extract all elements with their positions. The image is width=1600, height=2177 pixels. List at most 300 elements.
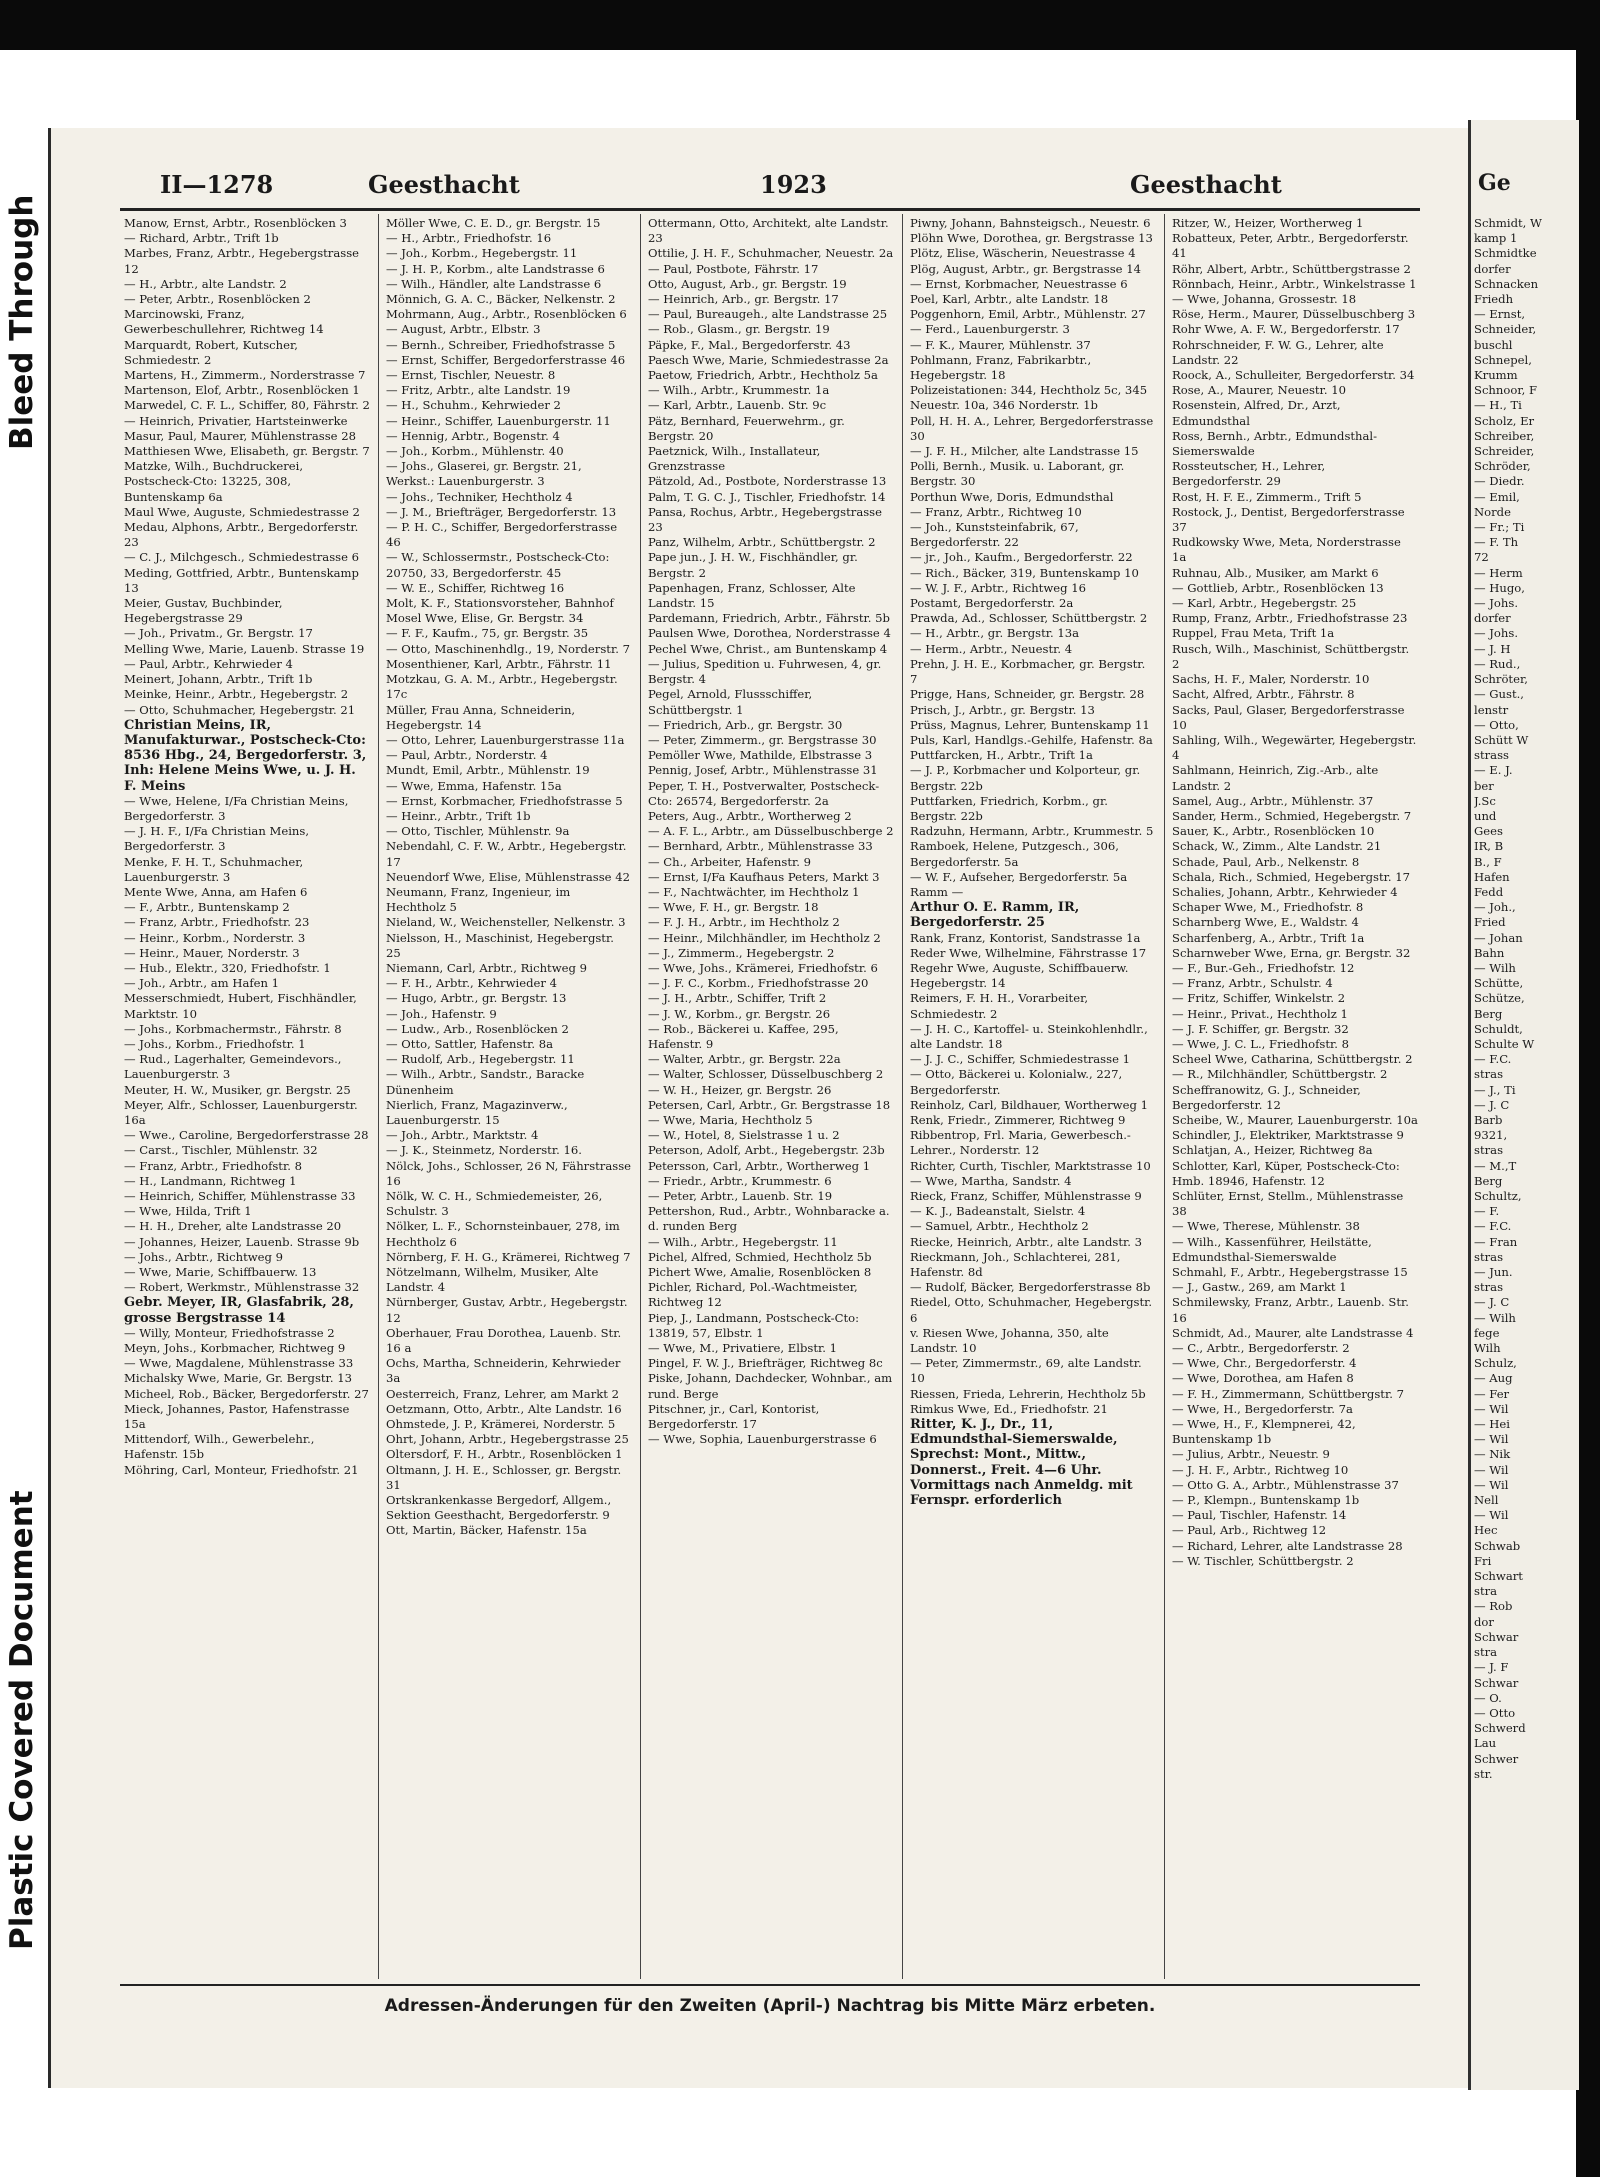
directory-entry: Michalsky Wwe, Marie, Gr. Bergstr. 13 <box>124 1371 352 1386</box>
adjacent-entry: Schneider, <box>1474 322 1537 337</box>
directory-entry: Rose, A., Maurer, Neuestr. 10 <box>1172 383 1346 398</box>
directory-entry: Meyn, Johs., Korbmacher, Richtweg 9 <box>124 1341 346 1356</box>
adjacent-entry: — E. J. <box>1474 763 1513 778</box>
directory-entry: — J. F. Schiffer, gr. Bergstr. 32 <box>1172 1021 1349 1036</box>
adjacent-entry: Krumm <box>1474 368 1518 383</box>
directory-entry: Oetzmann, Otto, Arbtr., Alte Landstr. 16 <box>386 1401 622 1416</box>
directory-entry: Marwedel, C. F. L., Schiffer, 80, Fährstr. 2 <box>124 398 370 413</box>
directory-entry: — A. F. L., Arbtr., am Düsselbuschberge 2 <box>648 824 894 839</box>
adjacent-entry: Schreider, <box>1474 444 1535 459</box>
directory-entry: Peterson, Adolf, Arbt., Hegebergstr. 23b <box>648 1143 885 1158</box>
directory-entry: — Richard, Arbtr., Trift 1b <box>124 231 279 246</box>
directory-entry: — Paul, Tischler, Hafenstr. 14 <box>1172 1508 1347 1523</box>
directory-entry: Petersson, Carl, Arbtr., Wortherweg 1 <box>648 1158 871 1173</box>
directory-entry: — J., Zimmerm., Hegebergstr. 2 <box>648 945 835 960</box>
directory-entry: Paetznick, Wilh., Installateur, Grenzstrasse <box>648 444 821 474</box>
adjacent-entry: dor <box>1474 1614 1494 1629</box>
directory-entry: — Ernst, Tischler, Neuestr. 8 <box>386 368 556 383</box>
directory-entry: — K. J., Badeanstalt, Sielstr. 4 <box>910 1204 1086 1219</box>
directory-entry: Scheibe, W., Maurer, Lauenburgerstr. 10a <box>1172 1112 1418 1127</box>
directory-entry: Prigge, Hans, Schneider, gr. Bergstr. 28 <box>910 687 1145 702</box>
adjacent-entry: Schnepel, <box>1474 352 1532 367</box>
directory-entry: Christian Meins, IR, Manufakturwar., Postscheck-Cto: 8536 Hbg., 24, Bergedorferstr. 3, Inh: Helene Meins Wwe, u. J. H. F. Meins <box>124 717 367 794</box>
directory-entry: Rudkowsky Wwe, Meta, Norderstrasse 1a <box>1172 535 1401 565</box>
directory-entry: Pichert Wwe, Amalie, Rosenblöcken 8 <box>648 1265 872 1280</box>
directory-entry: Menke, F. H. T., Schuhmacher, Lauenburgerstr. 3 <box>124 854 304 884</box>
directory-entry: Gebr. Meyer, IR, Glasfabrik, 28, grosse Bergstrasse 14 <box>124 1295 354 1326</box>
directory-entry: Oesterreich, Franz, Lehrer, am Markt 2 <box>386 1386 619 1401</box>
adjacent-entry: Schwart <box>1474 1569 1523 1584</box>
adjacent-entry: — Diedr. <box>1474 474 1525 489</box>
directory-entry: Ortskrankenkasse Bergedorf, Allgem., Sektion Geesthacht, Bergedorferstr. 9 <box>386 1493 612 1523</box>
directory-entry: — Ernst, Korbmacher, Neuestrasse 6 <box>910 276 1128 291</box>
directory-entry: — Paul, Arb., Richtweg 12 <box>1172 1523 1327 1538</box>
page-number: II—1278 <box>160 170 274 199</box>
directory-entry: Nölk, W. C. H., Schmiedemeister, 26, Schulstr. 3 <box>386 1189 603 1219</box>
adjacent-entry: Berg <box>1474 1173 1503 1188</box>
directory-entry: — Paul, Bureaugeh., alte Landstrasse 25 <box>648 307 888 322</box>
directory-entry: Prawda, Ad., Schlosser, Schüttbergstr. 2 <box>910 611 1148 626</box>
directory-entry: Ochs, Martha, Schneiderin, Kehrwieder 3a <box>386 1356 621 1386</box>
directory-entry: Motzkau, G. A. M., Arbtr., Hegebergstr. 17c <box>386 672 618 702</box>
directory-entry: — Wwe, Therese, Mühlenstr. 38 <box>1172 1219 1360 1234</box>
directory-entry: — Karl, Arbtr., Lauenb. Str. 9c <box>648 398 827 413</box>
directory-entry: — Julius, Spedition u. Fuhrwesen, 4, gr. Bergstr. 4 <box>648 656 882 687</box>
directory-entry: — J., Gastw., 269, am Markt 1 <box>1172 1280 1347 1295</box>
adjacent-entry: — Hei <box>1474 1417 1510 1432</box>
directory-entry: — H., Landmann, Richtweg 1 <box>124 1173 297 1188</box>
directory-entry: Polizeistationen: 344, Hechtholz 5c, 345 Neuestr. 10a, 346 Norderstr. 1b <box>910 383 1148 413</box>
directory-entry: — Wwe., Caroline, Bergedorferstrasse 28 <box>124 1128 369 1143</box>
adjacent-entry: — Rud., <box>1474 656 1521 671</box>
adjacent-entry: — Ernst, <box>1474 307 1526 322</box>
directory-entry: Piske, Johann, Dachdecker, Wohnbar., am rund. Berge <box>648 1371 893 1401</box>
directory-entry: Rossteutscher, H., Lehrer, Bergedorferstr. 29 <box>1172 459 1326 489</box>
directory-entry: Ross, Bernh., Arbtr., Edmundsthal-Siemerswalde <box>1172 428 1378 459</box>
adjacent-entry: Schwar <box>1474 1629 1519 1644</box>
directory-entry: — F. K., Maurer, Mühlenstr. 37 <box>910 337 1091 352</box>
adjacent-entry: — Joh., <box>1474 900 1516 915</box>
adjacent-entry: — Emil, <box>1474 489 1520 504</box>
adjacent-entry: Fri <box>1474 1553 1492 1568</box>
directory-column-2 <box>386 216 632 1976</box>
directory-entry: Pettershon, Rud., Arbtr., Wohnbaracke a. d. runden Berg <box>648 1204 890 1234</box>
directory-entry: Nierlich, Franz, Magazinverw., Lauenburgerstr. 15 <box>386 1097 568 1127</box>
adjacent-entry: Schwerd <box>1474 1721 1526 1736</box>
directory-entry: — Wwe, Maria, Hechtholz 5 <box>648 1112 813 1127</box>
adjacent-entry: — Wil <box>1474 1462 1509 1477</box>
directory-entry: Peters, Aug., Arbtr., Wortherweg 2 <box>648 808 852 823</box>
directory-entry: — Johs., Korbmachermstr., Fährstr. 8 <box>124 1021 342 1036</box>
adjacent-entry: — Wilh <box>1474 1310 1516 1325</box>
directory-entry: Schmahl, F., Arbtr., Hegebergstrasse 15 <box>1172 1265 1408 1280</box>
directory-entry: Reinholz, Carl, Bildhauer, Wortherweg 1 <box>910 1097 1148 1112</box>
column-divider <box>378 214 379 1979</box>
directory-entry: — Wilh., Arbtr., Sandstr., Baracke Dünenheim <box>386 1067 585 1097</box>
directory-entry: — Ch., Arbeiter, Hafenstr. 9 <box>648 854 812 869</box>
directory-entry: Oltersdorf, F. H., Arbtr., Rosenblöcken 1 <box>386 1447 623 1462</box>
directory-entry: Masur, Paul, Maurer, Mühlenstrasse 28 <box>124 428 356 443</box>
directory-entry: Meinke, Heinr., Arbtr., Hegebergstr. 2 <box>124 687 349 702</box>
directory-entry: — Rich., Bäcker, 319, Buntenskamp 10 <box>910 565 1139 580</box>
page-header <box>120 170 1420 206</box>
directory-entry: Arthur O. E. Ramm, IR, Bergedorferstr. 25 <box>910 900 1080 931</box>
adjacent-entry: Schnacken <box>1474 276 1539 291</box>
directory-column-3 <box>648 216 894 1976</box>
adjacent-entry: Gees <box>1474 824 1503 839</box>
directory-entry: — J. W., Korbm., gr. Bergstr. 26 <box>648 1006 831 1021</box>
directory-entry: — Rudolf, Bäcker, Bergedorferstrasse 8b <box>910 1280 1151 1295</box>
adjacent-entry: Schütte, <box>1474 976 1524 991</box>
directory-entry: — W. E., Schiffer, Richtweg 16 <box>386 580 565 595</box>
directory-entry: — Johs., Techniker, Hechtholz 4 <box>386 489 573 504</box>
directory-entry: Mönnich, G. A. C., Bäcker, Nelkenstr. 2 <box>386 292 616 307</box>
adjacent-entry: — Wil <box>1474 1508 1509 1523</box>
directory-entry: Marcinowski, Franz, Gewerbeschullehrer, Richtweg 14 <box>124 307 324 337</box>
directory-entry: Mieck, Johannes, Pastor, Hafenstrasse 15a <box>124 1401 350 1432</box>
adjacent-entry: 9321, <box>1474 1128 1508 1143</box>
directory-entry: — Carst., Tischler, Mühlenstr. 32 <box>124 1143 318 1158</box>
directory-entry: Pardemann, Friedrich, Arbtr., Fährstr. 5b <box>648 611 890 626</box>
directory-entry: — Fritz, Schiffer, Winkelstr. 2 <box>1172 991 1346 1006</box>
directory-entry: Porthun Wwe, Doris, Edmundsthal <box>910 489 1114 504</box>
directory-entry: Poel, Karl, Arbtr., alte Landstr. 18 <box>910 292 1109 307</box>
directory-entry: — R., Milchhändler, Schüttbergstr. 2 <box>1172 1067 1388 1082</box>
directory-entry: — Fritz, Arbtr., alte Landstr. 19 <box>386 383 571 398</box>
directory-entry: Nölck, Johs., Schlosser, 26 N, Fährstrasse 16 <box>386 1158 632 1188</box>
adjacent-entry: — F.C. <box>1474 1052 1512 1067</box>
directory-column-1 <box>124 216 370 1976</box>
adjacent-entry: — J. C <box>1474 1295 1510 1310</box>
directory-entry: — Otto, Maschinenhdlg., 19, Norderstr. 7 <box>386 641 630 656</box>
adjacent-entry: stra <box>1474 1645 1498 1660</box>
directory-entry: — J. K., Steinmetz, Norderstr. 16. <box>386 1143 582 1158</box>
directory-entry: — Franz, Arbtr., Schulstr. 4 <box>1172 976 1333 991</box>
adjacent-entry: Nell <box>1474 1493 1499 1508</box>
directory-entry: Petersen, Carl, Arbtr., Gr. Bergstrasse 18 <box>648 1097 891 1112</box>
adjacent-entry: Schwar <box>1474 1675 1519 1690</box>
directory-entry: — Walter, Schlosser, Düsselbuschberg 2 <box>648 1067 884 1082</box>
adjacent-entry: — Gust., <box>1474 687 1524 702</box>
directory-entry: Pemöller Wwe, Mathilde, Elbstrasse 3 <box>648 748 873 763</box>
directory-entry: Poll, H. H. A., Lehrer, Bergedorferstrasse 30 <box>910 413 1154 443</box>
directory-entry: Ritter, K. J., Dr., 11, Edmundsthal-Siemerswalde, Sprechst: Mont., Mittw., Donnerst., Freit. 4—6 Uhr. Vormittags nach Anmeldg. mit Fernspr. erforderlich <box>910 1417 1133 1509</box>
scan-border-right <box>1576 0 1600 2177</box>
directory-entry: Panz, Wilhelm, Arbtr., Schüttbergstr. 2 <box>648 535 876 550</box>
directory-entry: — Heinr., Privat., Hechtholz 1 <box>1172 1006 1348 1021</box>
adjacent-entry: — Rob <box>1474 1599 1513 1614</box>
directory-entry: — Herm., Arbtr., Neuestr. 4 <box>910 641 1073 656</box>
directory-entry: Riedel, Otto, Schuhmacher, Hegebergstr. 6 <box>910 1295 1153 1325</box>
directory-entry: Puls, Karl, Handlgs.-Gehilfe, Hafenstr. 8a <box>910 732 1153 747</box>
adjacent-entry: Schuldt, <box>1474 1021 1523 1036</box>
directory-entry: Schmilewsky, Franz, Arbtr., Lauenb. Str. 16 <box>1172 1295 1409 1325</box>
header-city-left: Geesthacht <box>368 170 520 199</box>
directory-entry: Messerschmiedt, Hubert, Fischhändler, Marktstr. 10 <box>124 991 357 1021</box>
adjacent-entry: Schultz, <box>1474 1189 1522 1203</box>
directory-entry: — Heinrich, Schiffer, Mühlenstrasse 33 <box>124 1189 356 1203</box>
directory-entry: Ribbentrop, Frl. Maria, Gewerbesch.-Lehrer., Norderstr. 12 <box>910 1128 1131 1158</box>
directory-entry: Marbes, Franz, Arbtr., Hegebergstrasse 12 <box>124 246 360 276</box>
directory-entry: Paetow, Friedrich, Arbtr., Hechtholz 5a <box>648 368 878 383</box>
directory-entry: — J. J. C., Schiffer, Schmiedestrasse 1 <box>910 1052 1131 1067</box>
adjacent-entry: Schmidtke <box>1474 246 1537 261</box>
directory-entry: Radzuhn, Hermann, Arbtr., Krummestr. 5 <box>910 824 1154 839</box>
directory-entry: Nebendahl, C. F. W., Arbtr., Hegebergstr. 17 <box>386 839 627 869</box>
directory-entry: Nieland, W., Weichensteller, Nelkenstr. 3 <box>386 915 626 930</box>
directory-entry: Regehr Wwe, Auguste, Schiffbauerw. Hegebergstr. 14 <box>910 960 1129 991</box>
directory-entry: — Wwe, H., F., Klempnerei, 42, Buntenskamp 1b <box>1172 1417 1356 1447</box>
directory-entry: — J. H., Arbtr., Schiffer, Trift 2 <box>648 991 827 1006</box>
directory-entry: Rosenstein, Alfred, Dr., Arzt, Edmundsthal <box>1172 398 1341 428</box>
directory-entry: — F. F., Kaufm., 75, gr. Bergstr. 35 <box>386 626 589 641</box>
directory-entry: Palm, T. G. C. J., Tischler, Friedhofstr. 14 <box>648 489 886 504</box>
directory-entry: Röhr, Albert, Arbtr., Schüttbergstrasse 2 <box>1172 261 1411 276</box>
directory-entry: — Otto, Schuhmacher, Hegebergstr. 21 <box>124 702 356 717</box>
adjacent-entry: — J. C <box>1474 1097 1510 1112</box>
directory-entry: Ramboek, Helene, Putzgesch., 306, Bergedorferstr. 5a <box>910 839 1119 869</box>
directory-entry: — Johs., Arbtr., Richtweg 9 <box>124 1249 284 1264</box>
directory-entry: Papenhagen, Franz, Schlosser, Alte Landstr. 15 <box>648 580 856 611</box>
directory-entry: Müller, Frau Anna, Schneiderin, Hegebergstr. 14 <box>386 702 576 732</box>
directory-entry: Maul Wwe, Auguste, Schmiedestrasse 2 <box>124 504 360 519</box>
directory-entry: — Wwe, M., Privatiere, Elbstr. 1 <box>648 1341 838 1356</box>
directory-entry: Renk, Friedr., Zimmerer, Richtweg 9 <box>910 1112 1126 1127</box>
directory-entry: Piwny, Johann, Bahnsteigsch., Neuestr. 6 <box>910 216 1151 230</box>
footer-rule <box>120 1984 1420 1986</box>
directory-entry: Pohlmann, Franz, Fabrikarbtr., Hegebergstr. 18 <box>910 352 1092 383</box>
directory-entry: Ruhnau, Alb., Musiker, am Markt 6 <box>1172 565 1379 580</box>
directory-entry: Sachs, H. F., Maler, Norderstr. 10 <box>1172 672 1370 687</box>
directory-entry: Martenson, Elof, Arbtr., Rosenblöcken 1 <box>124 383 360 398</box>
directory-entry: — F. H., Arbtr., Kehrwieder 4 <box>386 976 557 991</box>
directory-entry: — Rudolf, Arb., Hegebergstr. 11 <box>386 1052 575 1067</box>
directory-entry: — Joh., Kunststeinfabrik, 67, Bergedorferstr. 22 <box>910 520 1079 550</box>
adjacent-entry: — Wil <box>1474 1477 1509 1492</box>
directory-column-4 <box>910 216 1156 1976</box>
directory-entry: — Otto, Tischler, Mühlenstr. 9a <box>386 824 570 839</box>
directory-entry: — Bernh., Schreiber, Friedhofstrasse 5 <box>386 337 616 352</box>
directory-entry: Martens, H., Zimmerm., Norderstrasse 7 <box>124 368 366 383</box>
directory-entry: Schindler, J., Elektriker, Marktstrasse 9 <box>1172 1128 1404 1143</box>
directory-entry: — Peter, Arbtr., Rosenblöcken 2 <box>124 292 311 307</box>
directory-entry: — Friedr., Arbtr., Krummestr. 6 <box>648 1173 832 1188</box>
adjacent-entry: — Wil <box>1474 1432 1509 1447</box>
directory-entry: — Bernhard, Arbtr., Mühlenstrasse 33 <box>648 839 873 854</box>
directory-entry: Röse, Herm., Maurer, Düsselbuschberg 3 <box>1172 307 1416 322</box>
adjacent-entry: — F. Th <box>1474 535 1519 550</box>
directory-entry: — Johannes, Heizer, Lauenb. Strasse 9b <box>124 1234 360 1249</box>
directory-entry: — Willy, Monteur, Friedhofstrasse 2 <box>124 1325 335 1340</box>
directory-entry: — Robert, Werkmstr., Mühlenstrasse 32 <box>124 1280 360 1295</box>
adjacent-entry: Schröder, <box>1474 459 1531 474</box>
directory-entry: Poggenhorn, Emil, Arbtr., Mühlenstr. 27 <box>910 307 1146 322</box>
directory-entry: — Richard, Lehrer, alte Landstrasse 28 <box>1172 1538 1403 1553</box>
scan-border-top <box>0 0 1600 50</box>
directory-entry: Rohrschneider, F. W. G., Lehrer, alte Landstr. 22 <box>1172 337 1384 367</box>
directory-entry: Nörnberg, F. H. G., Krämerei, Richtweg 7 <box>386 1249 631 1264</box>
directory-entry: Pitschner, jr., Carl, Kontorist, Bergedorferstr. 17 <box>648 1401 820 1432</box>
header-rule <box>120 208 1420 211</box>
directory-entry: — jr., Joh., Kaufm., Bergedorferstr. 22 <box>910 550 1133 565</box>
directory-entry: — J. H. F., I/Fa Christian Meins, Bergedorferstr. 3 <box>124 824 310 854</box>
adjacent-entry: Schulz, <box>1474 1356 1517 1371</box>
directory-entry: Plöhn Wwe, Dorothea, gr. Bergstrasse 13 <box>910 231 1153 246</box>
directory-entry: — Wwe, F. H., gr. Bergstr. 18 <box>648 900 819 915</box>
adjacent-entry: — Aug <box>1474 1371 1513 1386</box>
directory-entry: Meding, Gottfried, Arbtr., Buntenskamp 13 <box>124 565 359 595</box>
adjacent-entry: — Hugo, <box>1474 580 1525 595</box>
directory-entry: — Wwe, Hilda, Trift 1 <box>124 1204 252 1219</box>
adjacent-entry: — Otto <box>1474 1705 1516 1720</box>
directory-entry: — H. H., Dreher, alte Landstrasse 20 <box>124 1219 342 1234</box>
adjacent-entry: Fried <box>1474 915 1506 930</box>
directory-entry: — J. F. C., Korbm., Friedhofstrasse 20 <box>648 976 869 991</box>
column-divider <box>1164 214 1165 1979</box>
directory-entry: — August, Arbtr., Elbstr. 3 <box>386 322 541 337</box>
directory-entry: — Wwe, Sophia, Lauenburgerstrasse 6 <box>648 1432 877 1447</box>
directory-entry: Schlatjan, A., Heizer, Richtweg 8a <box>1172 1143 1373 1158</box>
directory-entry: — Wwe, Johs., Krämerei, Friedhofstr. 6 <box>648 960 878 975</box>
directory-entry: Polli, Bernh., Musik. u. Laborant, gr. Bergstr. 30 <box>910 459 1125 489</box>
directory-entry: Ohmstede, J. P., Krämerei, Norderstr. 5 <box>386 1417 616 1432</box>
directory-entry: Prüss, Magnus, Lehrer, Buntenskamp 11 <box>910 717 1150 732</box>
adjacent-entry: Lau <box>1474 1736 1497 1751</box>
directory-entry: Molt, K. F., Stationsvorsteher, Bahnhof <box>386 596 614 611</box>
adjacent-entry: dorfer <box>1474 261 1511 276</box>
directory-entry: — Joh., Korbm., Hegebergstr. 11 <box>386 246 578 261</box>
directory-entry: — H., Schuhm., Kehrwieder 2 <box>386 398 561 413</box>
directory-entry: — Wwe, Dorothea, am Hafen 8 <box>1172 1371 1354 1386</box>
directory-entry: — Heinrich, Arb., gr. Bergstr. 17 <box>648 292 839 307</box>
directory-entry: Oltmann, J. H. E., Schlosser, gr. Bergstr. 31 <box>386 1462 622 1492</box>
directory-entry: Richter, Curth, Tischler, Marktstrasse 10 <box>910 1158 1151 1173</box>
directory-entry: — J. P., Korbmacher und Kolporteur, gr. Bergstr. 22b <box>910 763 1141 793</box>
directory-entry: Niemann, Carl, Arbtr., Richtweg 9 <box>386 960 587 975</box>
directory-entry: — Wwe, J. C. L., Friedhofstr. 8 <box>1172 1036 1349 1051</box>
directory-entry: — Friedrich, Arb., gr. Bergstr. 30 <box>648 717 843 732</box>
directory-entry: Piep, J., Landmann, Postscheck-Cto: 13819, 57, Elbstr. 1 <box>648 1310 860 1340</box>
adjacent-entry: Hafen <box>1474 869 1510 884</box>
adjacent-entry: stras <box>1474 1249 1504 1264</box>
directory-entry: — Heinr., Milchhändler, im Hechtholz 2 <box>648 930 881 945</box>
directory-entry: Nielsson, H., Maschinist, Hegebergstr. 25 <box>386 930 614 960</box>
directory-entry: Sahlmann, Heinrich, Zig.-Arb., alte Landstr. 2 <box>1172 763 1379 793</box>
directory-entry: — Wwe, Marie, Schiffbauerw. 13 <box>124 1265 317 1280</box>
directory-entry: — W., Hotel, 8, Sielstrasse 1 u. 2 <box>648 1128 840 1143</box>
directory-entry: Rieckmann, Joh., Schlachterei, 281, Hafenstr. 8d <box>910 1249 1121 1280</box>
directory-entry: — Wilh., Händler, alte Landstrasse 6 <box>386 276 602 291</box>
directory-entry: — Franz, Arbtr., Richtweg 10 <box>910 504 1082 519</box>
directory-entry: — Ferd., Lauenburgerstr. 3 <box>910 322 1070 337</box>
directory-entry: Schlüter, Ernst, Stellm., Mühlenstrasse 38 <box>1172 1189 1404 1219</box>
adjacent-entry: Berg <box>1474 1006 1503 1021</box>
directory-entry: Mohrmann, Aug., Arbtr., Rosenblöcken 6 <box>386 307 627 322</box>
directory-entry: Rimkus Wwe, Ed., Friedhofstr. 21 <box>910 1401 1108 1416</box>
directory-entry: Medau, Alphons, Arbtr., Bergedorferstr. 23 <box>124 520 359 550</box>
directory-entry: Matthiesen Wwe, Elisabeth, gr. Bergstr. 7 <box>124 444 370 459</box>
adjacent-page-header: Ge <box>1478 170 1511 196</box>
directory-entry: Ramm — <box>910 884 964 899</box>
directory-entry: Scharfenberg, A., Arbtr., Trift 1a <box>1172 930 1365 945</box>
directory-entry: Mosenthiener, Karl, Arbtr., Fährstr. 11 <box>386 656 612 671</box>
adjacent-entry: — Johan <box>1474 930 1523 945</box>
directory-entry: — J. H. F., Arbtr., Richtweg 10 <box>1172 1462 1349 1477</box>
directory-entry: Prisch, J., Arbtr., gr. Bergstr. 13 <box>910 702 1095 717</box>
directory-entry: — Walter, Arbtr., gr. Bergstr. 22a <box>648 1052 841 1067</box>
directory-entry: Paesch Wwe, Marie, Schmiedestrasse 2a <box>648 352 889 367</box>
directory-entry: Päpke, F., Mal., Bergedorferstr. 43 <box>648 337 851 352</box>
directory-entry: — Franz, Arbtr., Friedhofstr. 23 <box>124 915 310 930</box>
directory-entry: Pennig, Josef, Arbtr., Mühlenstrasse 31 <box>648 763 878 778</box>
directory-entry: Sacks, Paul, Glaser, Bergedorferstrasse 10 <box>1172 702 1405 732</box>
directory-entry: Pechel Wwe, Christ., am Buntenskamp 4 <box>648 641 888 656</box>
directory-entry: Samel, Aug., Arbtr., Mühlenstr. 37 <box>1172 793 1374 808</box>
directory-entry: — Heinr., Schiffer, Lauenburgerstr. 11 <box>386 413 611 428</box>
adjacent-entry: Schreiber, <box>1474 428 1535 443</box>
directory-entry: — Hennig, Arbtr., Bogenstr. 4 <box>386 428 560 443</box>
directory-entry: — H., Arbtr., gr. Bergstr. 13a <box>910 626 1080 641</box>
directory-entry: — Ernst, I/Fa Kaufhaus Peters, Markt 3 <box>648 869 880 884</box>
directory-entry: — Ludw., Arb., Rosenblöcken 2 <box>386 1021 569 1036</box>
directory-entry: Plög, August, Arbtr., gr. Bergstrasse 14 <box>910 261 1141 276</box>
side-label-plastic-covered: Plastic Covered Document <box>4 1490 40 1950</box>
adjacent-entry: stra <box>1474 1584 1498 1599</box>
adjacent-entry: Bahn <box>1474 945 1505 960</box>
adjacent-entry: dorfer <box>1474 611 1511 626</box>
directory-entry: — Peter, Zimmermstr., 69, alte Landstr. 10 <box>910 1356 1142 1386</box>
directory-entry: Schaper Wwe, M., Friedhofstr. 8 <box>1172 900 1364 915</box>
directory-entry: Scharnweber Wwe, Erna, gr. Bergstr. 32 <box>1172 945 1411 960</box>
directory-entry: — Hub., Elektr., 320, Friedhofstr. 1 <box>124 960 331 975</box>
adjacent-entry: Schütt W <box>1474 732 1529 747</box>
directory-entry: — W. H., Heizer, gr. Bergstr. 26 <box>648 1082 832 1097</box>
directory-entry: Rohr Wwe, A. F. W., Bergedorferstr. 17 <box>1172 322 1400 337</box>
adjacent-entry: Hec <box>1474 1523 1498 1538</box>
directory-entry: — Rud., Lagerhalter, Gemeindevors., Lauenburgerstr. 3 <box>124 1052 342 1082</box>
directory-entry: — Wilh., Kassenführer, Heilstätte, Edmundsthal-Siemerswalde <box>1172 1234 1372 1264</box>
adjacent-entry: IR, B <box>1474 839 1504 854</box>
directory-entry: Neumann, Franz, Ingenieur, im Hechtholz 5 <box>386 884 571 915</box>
directory-entry: Riessen, Frieda, Lehrerin, Hechtholz 5b <box>910 1386 1146 1401</box>
adjacent-entry: — O. <box>1474 1690 1502 1705</box>
directory-entry: Robatteux, Peter, Arbtr., Bergedorferstr. 41 <box>1172 231 1409 261</box>
adjacent-entry: — Wilh <box>1474 960 1516 975</box>
directory-entry: — Heinrich, Privatier, Hartsteinwerke <box>124 413 348 428</box>
directory-entry: — Joh., Korbm., Mühlenstr. 40 <box>386 444 564 459</box>
directory-entry: Manow, Ernst, Arbtr., Rosenblöcken 3 <box>124 216 347 230</box>
adjacent-entry: — J. F <box>1474 1660 1509 1675</box>
directory-entry: — F., Nachtwächter, im Hechtholz 1 <box>648 884 860 899</box>
adjacent-entry: und <box>1474 808 1497 823</box>
directory-entry: Rostock, J., Dentist, Bergedorferstrasse 37 <box>1172 504 1405 535</box>
directory-entry: — W. Tischler, Schüttbergstr. 2 <box>1172 1553 1354 1568</box>
adjacent-entry: — Fran <box>1474 1234 1518 1249</box>
directory-entry: — W., Schlossermstr., Postscheck-Cto: 20750, 33, Bergedorferstr. 45 <box>386 550 610 580</box>
adjacent-entry: — J. H <box>1474 641 1511 656</box>
directory-entry: Scharnberg Wwe, E., Waldstr. 4 <box>1172 915 1359 930</box>
directory-entry: — Johs., Glaserei, gr. Bergstr. 21, Werkst.: Lauenburgerstr. 3 <box>386 459 582 489</box>
adjacent-entry: Wilh <box>1474 1341 1501 1356</box>
directory-entry: Neuendorf Wwe, Elise, Mühlenstrasse 42 <box>386 869 630 884</box>
directory-entry: Pingel, F. W. J., Briefträger, Richtweg 8c <box>648 1356 883 1371</box>
adjacent-entry: Friedh <box>1474 292 1514 307</box>
directory-entry: — F. H., Zimmermann, Schüttbergstr. 7 <box>1172 1386 1404 1401</box>
directory-entry: — Paul, Arbtr., Kehrwieder 4 <box>124 656 293 671</box>
directory-entry: Ottilie, J. H. F., Schuhmacher, Neuestr. 2a <box>648 246 894 261</box>
directory-entry: Rieck, Franz, Schiffer, Mühlenstrasse 9 <box>910 1189 1142 1203</box>
adjacent-entry: Norde <box>1474 504 1511 519</box>
